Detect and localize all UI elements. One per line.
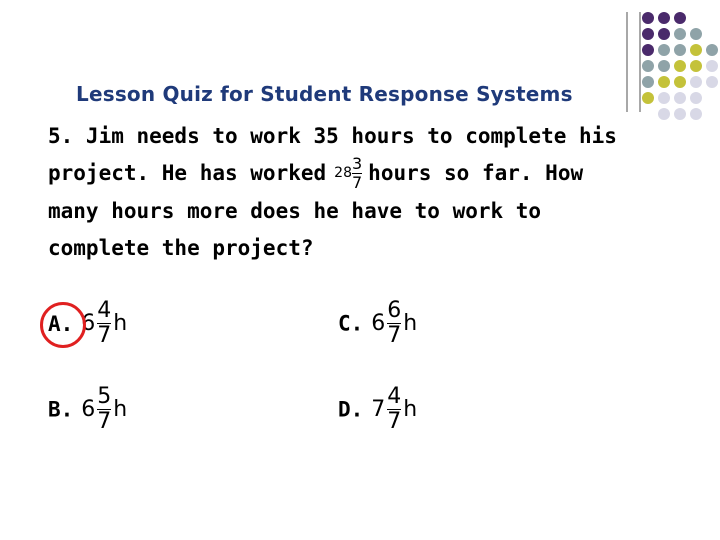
- dot-grid: [642, 12, 718, 120]
- choice-a-denominator: 7: [97, 323, 112, 348]
- choice-b-whole: 6: [81, 397, 96, 422]
- choice-b-unit: h: [113, 397, 128, 422]
- hours-worked-denominator: 7: [351, 173, 363, 193]
- choice-b[interactable]: [48, 386, 127, 433]
- choice-a[interactable]: [48, 300, 127, 347]
- choice-d-letter: D.: [338, 397, 364, 422]
- choice-c-letter: C.: [338, 311, 364, 336]
- choice-a-unit: h: [113, 311, 128, 336]
- choice-a-fraction: [97, 300, 111, 347]
- choice-c-unit: h: [403, 311, 418, 336]
- choice-b-fraction: [97, 386, 111, 433]
- choice-d[interactable]: [338, 386, 417, 433]
- choice-c-whole: 6: [371, 311, 386, 336]
- choice-b-value: [81, 386, 127, 433]
- hours-worked-fraction: [352, 156, 362, 191]
- choice-c-numerator: 6: [387, 298, 402, 323]
- hours-worked-mixed-number: [334, 155, 362, 193]
- question-text: [48, 118, 688, 267]
- choice-b-numerator: 5: [97, 384, 112, 409]
- choice-a-letter: A.: [48, 311, 74, 336]
- choice-b-denominator: 7: [97, 409, 112, 434]
- question-line-2: [48, 155, 688, 193]
- question-line-4: complete the project?: [48, 235, 314, 260]
- choice-d-fraction: [387, 386, 401, 433]
- choice-d-denominator: 7: [387, 409, 402, 434]
- choice-d-value: [371, 386, 417, 433]
- question-line-2-start: project. He has worked: [48, 161, 327, 185]
- choice-d-whole: 7: [371, 397, 386, 422]
- choice-b-letter: B.: [48, 397, 74, 422]
- choice-a-whole: 6: [81, 311, 96, 336]
- choice-c-fraction: [387, 300, 401, 347]
- question-line-2-end: hours so far. How: [368, 161, 584, 185]
- hours-worked-numerator: 3: [351, 154, 363, 174]
- choice-a-value: [81, 300, 127, 347]
- question-line-3: many hours more does he have to work to: [48, 198, 542, 223]
- choice-d-unit: h: [403, 397, 418, 422]
- choice-d-numerator: 4: [387, 384, 402, 409]
- hours-worked-whole: 28: [334, 165, 352, 182]
- question-line-1: 5. Jim needs to work 35 hours to complete his: [48, 124, 617, 148]
- choice-c[interactable]: [338, 300, 417, 347]
- slide-title: Lesson Quiz for Student Response Systems: [76, 82, 573, 106]
- choice-c-value: [371, 300, 417, 347]
- choice-c-denominator: 7: [387, 323, 402, 348]
- choice-a-numerator: 4: [97, 298, 112, 323]
